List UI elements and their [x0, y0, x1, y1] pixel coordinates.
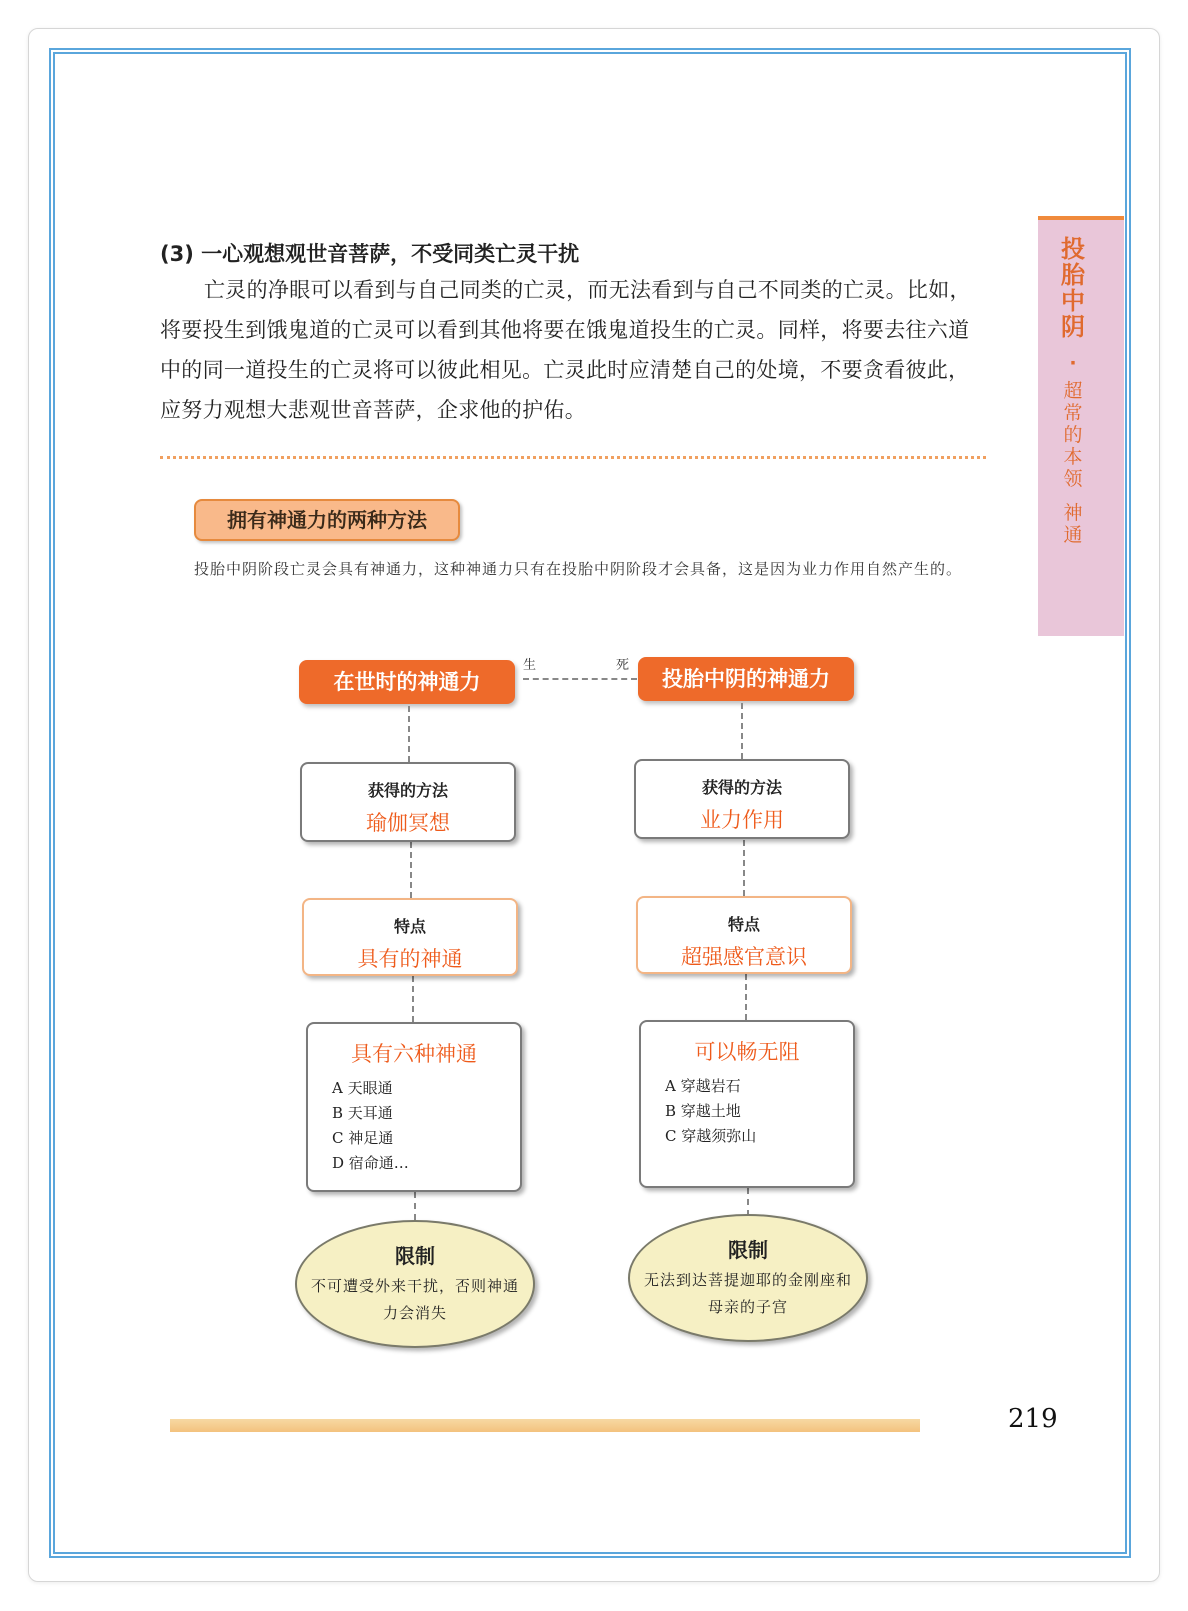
right-limit-text: 无法到达菩提迦耶的金刚座和母亲的子宫 [644, 1271, 853, 1316]
section-title-pill: 拥有神通力的两种方法 [194, 499, 460, 541]
list-item: C 神足通 [332, 1129, 394, 1147]
left-connector-3 [412, 976, 414, 1022]
left-ability-list [332, 1076, 520, 1176]
left-connector-1 [408, 706, 410, 762]
left-method-value: 瑜伽冥想 [366, 811, 450, 835]
side-tab-main-text: 投胎中阴 [1061, 235, 1085, 341]
side-tab-sub-a: 超常的本领 [1063, 380, 1083, 490]
left-list-box [306, 1022, 522, 1192]
dotted-divider [160, 456, 986, 459]
right-list-title: 可以畅无阻 [694, 1040, 800, 1064]
side-tab-sub-b: 神通 [1063, 502, 1083, 546]
right-feature-value: 超强感官意识 [681, 945, 807, 969]
left-feature-label: 特点 [393, 917, 426, 936]
right-method-label: 获得的方法 [701, 778, 782, 797]
right-limit-ellipse [628, 1214, 868, 1342]
death-label: 死 [616, 658, 630, 673]
list-item: B 天耳通 [332, 1104, 393, 1122]
footer-bar [170, 1419, 920, 1432]
section-heading: (3) 一心观想观世音菩萨，不受同类亡灵干扰 [160, 242, 580, 266]
side-tab-subtitle [1058, 352, 1088, 546]
left-method-box [300, 762, 516, 842]
right-connector-4 [747, 1188, 749, 1216]
right-ability-list [665, 1074, 853, 1149]
left-limit-ellipse [295, 1220, 535, 1348]
right-column-title: 投胎中阴的神通力 [638, 657, 854, 701]
list-item: B 穿越土地 [665, 1102, 741, 1120]
left-feature-box [302, 898, 518, 976]
right-feature-label: 特点 [727, 915, 760, 934]
right-connector-1 [741, 703, 743, 759]
list-item: D 宿命通… [332, 1154, 409, 1172]
section-intro: 投胎中阴阶段亡灵会具有神通力，这种神通力只有在投胎中阴阶段才会具备，这是因为业力作用自然产生的。 [194, 560, 963, 578]
page-number: 219 [1008, 1404, 1058, 1434]
life-label: 生 [523, 658, 537, 673]
right-connector-2 [743, 840, 745, 896]
list-item: A 天眼通 [332, 1079, 393, 1097]
list-item: A 穿越岩石 [665, 1077, 741, 1095]
left-limit-text: 不可遭受外来干扰，否则神通力会消失 [311, 1277, 520, 1322]
left-limit-title: 限制 [395, 1244, 435, 1268]
list-item: C 穿越须弥山 [665, 1127, 757, 1145]
life-death-connector [523, 678, 637, 680]
left-connector-4 [414, 1192, 416, 1220]
right-method-box [634, 759, 850, 839]
body-paragraph: 亡灵的净眼可以看到与自己同类的亡灵，而无法看到与自己不同类的亡灵。比如，将要投生到饿鬼道的亡灵可以看到其他将要在饿鬼道投生的亡灵。同样，将要去往六道中的同一道投生的亡灵将可以彼此相见。亡灵此时应清楚自己的处境，不要贪看彼此，应努力观想大悲观世音菩萨，企求他的护佑。 [160, 278, 971, 422]
right-limit-title: 限制 [728, 1238, 768, 1262]
left-list-title: 具有六种神通 [351, 1042, 477, 1066]
right-connector-3 [745, 974, 747, 1020]
right-list-box [639, 1020, 855, 1188]
right-feature-box [636, 896, 852, 974]
right-method-value: 业力作用 [700, 808, 784, 832]
left-column-title: 在世时的神通力 [299, 660, 515, 704]
side-tab-dot: · [1069, 352, 1077, 374]
side-tab-main-title [1056, 236, 1090, 340]
left-feature-value: 具有的神通 [357, 947, 463, 971]
left-connector-2 [410, 842, 412, 898]
left-method-label: 获得的方法 [367, 781, 448, 800]
